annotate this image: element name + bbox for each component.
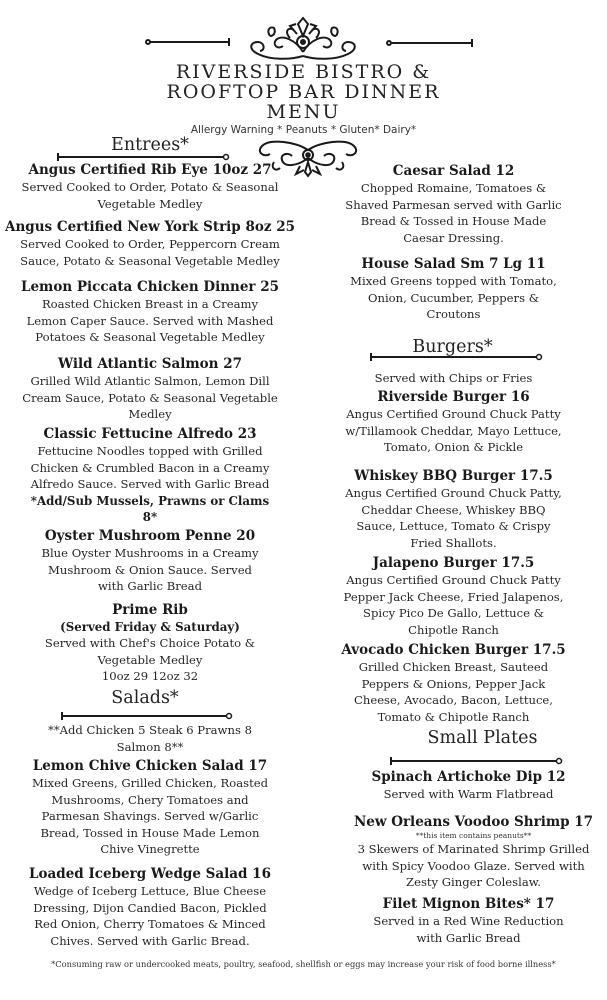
salad-item bbox=[0, 866, 300, 949]
item-description: Red Onion, Cherry Tomatoes & Minced bbox=[34, 917, 266, 931]
item-description: Tomato, Onion & Pickle bbox=[383, 440, 524, 454]
item-description: Mixed Greens, Grilled Chicken, Roasted bbox=[31, 776, 269, 790]
item-description: Alfredo Sauce. Served with Garlic Bread bbox=[30, 477, 270, 491]
item-description: Mixed Greens topped with Tomato, bbox=[350, 274, 557, 288]
item-description: Cheddar Cheese, Whiskey BBQ bbox=[361, 502, 546, 517]
item-name: Loaded Iceberg Wedge Salad 16 bbox=[29, 866, 271, 882]
item-name: House Salad Sm 7 Lg 11 bbox=[361, 256, 546, 272]
item-name: New Orleans Voodoo Shrimp 17 bbox=[353, 814, 594, 830]
item-description: Mushrooms, Chery Tomatoes and bbox=[51, 792, 249, 807]
item-name: Wild Atlantic Salmon 27 bbox=[58, 356, 242, 372]
item-description: Cheese, Avocado, Bacon, Lettuce, bbox=[354, 693, 553, 707]
item-description: Onion, Cucumber, Peppers & bbox=[367, 290, 540, 305]
item-description: Pepper Jack Cheese, Fried Jalapenos, bbox=[343, 589, 564, 604]
add-on-note: *Add/Sub Mussels, Prawns or Clams bbox=[30, 493, 270, 508]
entrees-heading: Entrees* bbox=[111, 135, 189, 155]
item-description: Spicy Pico De Gallo, Lettuce & bbox=[363, 606, 544, 620]
item-description: with Spicy Voodoo Glaze. Served with bbox=[362, 858, 585, 873]
item-description: Fried Shallots. bbox=[410, 535, 497, 550]
item-description: Zesty Ginger Coleslaw. bbox=[406, 875, 541, 889]
item-description: Angus Certified Ground Chuck Patty, bbox=[345, 486, 562, 500]
item-name: Angus Certified Rib Eye 10oz 27 bbox=[28, 162, 272, 178]
item-name: Classic Fettucine Alfredo 23 bbox=[43, 426, 257, 442]
item-description: Shaved Parmesan served with Garlic bbox=[345, 197, 562, 212]
burgers-heading: Burgers* bbox=[412, 337, 493, 357]
item-description: Bread, Tossed in House Made Lemon bbox=[40, 825, 260, 840]
item-description: Peppers & Onions, Pepper Jack bbox=[361, 676, 546, 691]
item-description: Fettucine Noodles topped with Grilled bbox=[37, 444, 263, 458]
small-plate-item bbox=[330, 896, 607, 946]
item-price-options: 10oz 29 12oz 32 bbox=[101, 669, 199, 683]
salads-heading: Salads* bbox=[111, 688, 179, 708]
item-description: Chicken & Crumbled Bacon in a Creamy bbox=[30, 460, 270, 475]
item-description: Cream Sauce, Potato & Seasonal Vegetable bbox=[22, 390, 278, 405]
item-description: Angus Certified Ground Chuck Patty bbox=[346, 573, 561, 587]
item-description: Blue Oyster Mushrooms in a Creamy bbox=[41, 546, 259, 560]
peanut-allergy-note: **this item contains peanuts** bbox=[415, 831, 532, 840]
item-description: Lemon Caper Sauce. Served with Mashed bbox=[26, 313, 274, 328]
addon-note: Salmon 8** bbox=[116, 739, 184, 754]
item-description: with Garlic Bread bbox=[97, 579, 202, 593]
item-description: Chopped Romaine, Tomatoes & bbox=[360, 181, 547, 195]
item-description: Croutons bbox=[426, 307, 481, 321]
item-name: Spinach Artichoke Dip 12 bbox=[371, 769, 566, 785]
item-description: Wedge of Iceberg Lettuce, Blue Cheese bbox=[33, 884, 267, 898]
allergy-warning: Allergy Warning * Peanuts * Gluten* Dairy* bbox=[190, 124, 417, 136]
add-on-note: 8* bbox=[142, 509, 158, 524]
item-name: Angus Certified New York Strip 8oz 25 bbox=[5, 219, 295, 235]
item-description: Grilled Wild Atlantic Salmon, Lemon Dill bbox=[30, 374, 270, 388]
item-description: Sauce, Potato & Seasonal Vegetable Medley bbox=[20, 253, 280, 268]
item-description: with Garlic Bread bbox=[416, 930, 521, 945]
item-name: Whiskey BBQ Burger 17.5 bbox=[354, 468, 553, 484]
item-description: Served Cooked to Order, Potato & Seasonal bbox=[21, 180, 279, 194]
item-description: 3 Skewers of Marinated Shrimp Grilled bbox=[357, 842, 590, 856]
small-plate-item bbox=[340, 814, 607, 891]
restaurant-title-line-1: RIVERSIDE BISTRO & bbox=[175, 61, 432, 83]
item-description: Chipotle Ranch bbox=[408, 622, 499, 637]
item-description: Potatoes & Seasonal Vegetable Medley bbox=[35, 330, 265, 344]
menu-title: MENU bbox=[266, 101, 341, 123]
item-name: Oyster Mushroom Penne 20 bbox=[44, 528, 256, 544]
item-description: Caesar Dressing. bbox=[403, 230, 504, 245]
item-description: Vegetable Medley bbox=[97, 196, 203, 211]
item-description: Dressing, Dijon Candied Bacon, Pickled bbox=[33, 900, 267, 915]
item-description: Sauce, Lettuce, Tomato & Crispy bbox=[356, 519, 551, 533]
item-description: Mushroom & Onion Sauce. Served bbox=[48, 562, 252, 577]
salad-item bbox=[0, 758, 300, 858]
item-description: Chive Vinegrette bbox=[100, 842, 200, 856]
item-name: Avocado Chicken Burger 17.5 bbox=[341, 642, 566, 658]
item-name: Prime Rib bbox=[112, 602, 188, 618]
food-safety-disclaimer: *Consuming raw or undercooked meats, poultry, seafood, shellfish or eggs may increase your risk of food borne illness* bbox=[51, 959, 556, 969]
item-description: Angus Certified Ground Chuck Patty bbox=[346, 407, 561, 421]
small-plates-heading: Small Plates bbox=[427, 728, 538, 748]
item-name: Lemon Piccata Chicken Dinner 25 bbox=[20, 279, 280, 295]
item-name: Caesar Salad 12 bbox=[392, 163, 515, 179]
small-plate-item bbox=[330, 769, 607, 803]
item-description: Served Cooked to Order, Peppercorn Cream bbox=[20, 237, 280, 251]
item-name: Jalapeno Burger 17.5 bbox=[372, 555, 535, 571]
item-description: Served in a Red Wine Reduction bbox=[373, 914, 564, 928]
item-description: Grilled Chicken Breast, Sauteed bbox=[358, 660, 549, 674]
item-description: Vegetable Medley bbox=[97, 652, 203, 667]
item-description: Served with Warm Flatbread bbox=[383, 787, 554, 801]
item-description: Roasted Chicken Breast in a Creamy bbox=[41, 297, 259, 311]
item-description: Medley bbox=[128, 407, 172, 421]
restaurant-title-line-2: ROOFTOP BAR DINNER bbox=[166, 81, 441, 103]
addon-note: **Add Chicken 5 Steak 6 Prawns 8 bbox=[48, 723, 252, 737]
item-description: Bread & Tossed in House Made bbox=[360, 214, 547, 228]
item-description: Tomato & Chipotle Ranch bbox=[377, 709, 530, 724]
burgers-subheading: Served with Chips or Fries bbox=[374, 371, 533, 385]
item-description: Chives. Served with Garlic Bread. bbox=[50, 933, 250, 948]
item-description: Parmesan Shavings. Served w/Garlic bbox=[41, 809, 259, 823]
item-description: w/Tillamook Cheddar, Mayo Lettuce, bbox=[345, 423, 562, 438]
item-name: Riverside Burger 16 bbox=[377, 389, 530, 405]
item-subtitle: (Served Friday & Saturday) bbox=[60, 620, 240, 634]
item-name: Filet Mignon Bites* 17 bbox=[382, 896, 555, 912]
item-description: Served with Chef's Choice Potato & bbox=[44, 636, 256, 650]
item-name: Lemon Chive Chicken Salad 17 bbox=[32, 758, 268, 774]
